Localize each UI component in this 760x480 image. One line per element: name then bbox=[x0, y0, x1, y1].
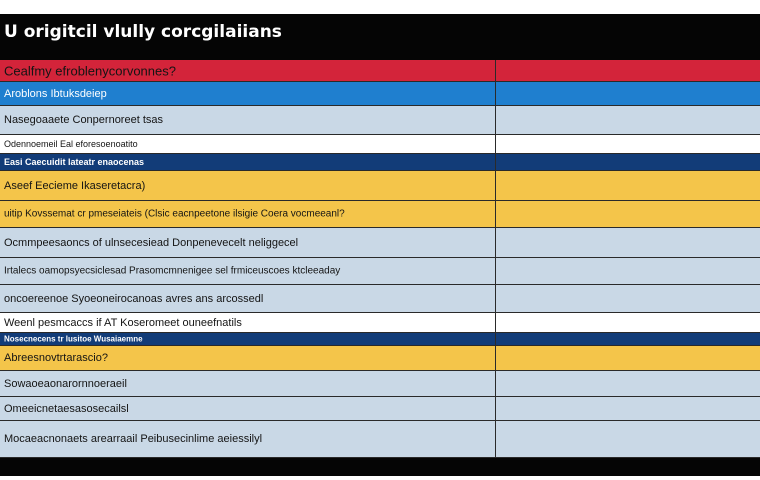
row-label-cell bbox=[0, 171, 496, 200]
table-row-8 bbox=[0, 258, 760, 285]
row-label: Easi Caecuidit lateatr enaocenas bbox=[4, 157, 145, 167]
row-value-cell bbox=[496, 313, 760, 332]
row-label-cell bbox=[0, 313, 496, 332]
row-value-cell bbox=[496, 171, 760, 200]
row-label: oncoereenoe Syoeoneirocanoas avres ans arcossedl bbox=[4, 292, 264, 305]
row-label: Nasegoaaete Conpernoreet tsas bbox=[4, 114, 163, 126]
row-label: Mocaeacnonaets arearraail Peibusecinlime aeiessilyl bbox=[4, 433, 263, 445]
table-row-4 bbox=[0, 154, 760, 171]
row-label: Sowaoeaonarornnoeraeil bbox=[4, 377, 127, 390]
row-label: Aroblons Ibtuksdeiep bbox=[4, 87, 107, 100]
row-value-cell bbox=[496, 228, 760, 257]
row-value-cell bbox=[496, 421, 760, 457]
row-value-cell bbox=[496, 346, 760, 370]
row-value-cell bbox=[496, 285, 760, 312]
row-label-cell bbox=[0, 333, 496, 345]
row-value-cell bbox=[496, 201, 760, 227]
row-label: Odennoemeil Eal eforesoenoatito bbox=[4, 139, 138, 149]
table-row-13 bbox=[0, 371, 760, 397]
row-value-cell bbox=[496, 397, 760, 420]
row-label: Cealfmy efroblenycorvonnes? bbox=[4, 63, 176, 78]
row-label: Ocmmpeesaoncs of ulnsecesiead Donpenevecelt neliggecel bbox=[4, 236, 299, 249]
table-row-15 bbox=[0, 421, 760, 458]
table-row-14 bbox=[0, 397, 760, 421]
row-value-cell bbox=[496, 258, 760, 284]
table-row-12 bbox=[0, 346, 760, 371]
row-label: Nosecnecens tr lusitoe Wusaiaemne bbox=[4, 334, 143, 344]
row-label-cell bbox=[0, 106, 496, 134]
row-value-cell bbox=[496, 333, 760, 345]
row-value-cell bbox=[496, 60, 760, 81]
row-value-cell bbox=[496, 106, 760, 134]
table-row-1 bbox=[0, 82, 760, 106]
row-value-cell bbox=[496, 154, 760, 170]
row-label-cell bbox=[0, 135, 496, 153]
footer-bar bbox=[0, 458, 760, 476]
row-value-cell bbox=[496, 371, 760, 396]
row-label-cell bbox=[0, 228, 496, 257]
row-label: Weenl pesmcaccs if AT Koseromeet ouneefnatils bbox=[4, 316, 242, 329]
row-label-cell bbox=[0, 346, 496, 370]
table-row-5 bbox=[0, 171, 760, 201]
row-label-cell bbox=[0, 154, 496, 170]
table-row-10 bbox=[0, 313, 760, 333]
row-label-cell bbox=[0, 285, 496, 312]
table-row-6 bbox=[0, 201, 760, 228]
row-label-cell bbox=[0, 82, 496, 105]
row-label: uitip Kovssemat cr pmeseiateis (Clsic eacnpeetone ilsigie Coera vocmeeanl? bbox=[4, 208, 345, 220]
row-label: Aseef Eecieme Ikaseretacra) bbox=[4, 179, 146, 192]
table-row-2 bbox=[0, 106, 760, 135]
row-value-cell bbox=[496, 82, 760, 105]
table-row-7 bbox=[0, 228, 760, 258]
table-title: U origitcil vlully corcgilaiians bbox=[4, 22, 282, 42]
row-label: Abreesnovtrtarascio? bbox=[4, 352, 108, 364]
row-label-cell bbox=[0, 397, 496, 420]
row-label: Irtalecs oamopsyecsiclesad Prasomcmnenigee sel frmiceuscoes ktcleeaday bbox=[4, 265, 341, 277]
row-label-cell bbox=[0, 201, 496, 227]
table-row-3 bbox=[0, 135, 760, 154]
row-label: Omeeicnetaesasosecailsl bbox=[4, 402, 129, 415]
table-row-0 bbox=[0, 60, 760, 82]
row-label-cell bbox=[0, 60, 496, 81]
row-label-cell bbox=[0, 258, 496, 284]
row-label-cell bbox=[0, 421, 496, 457]
row-label-cell bbox=[0, 371, 496, 396]
table-row-9 bbox=[0, 285, 760, 313]
row-value-cell bbox=[496, 135, 760, 153]
table-row-11 bbox=[0, 333, 760, 346]
